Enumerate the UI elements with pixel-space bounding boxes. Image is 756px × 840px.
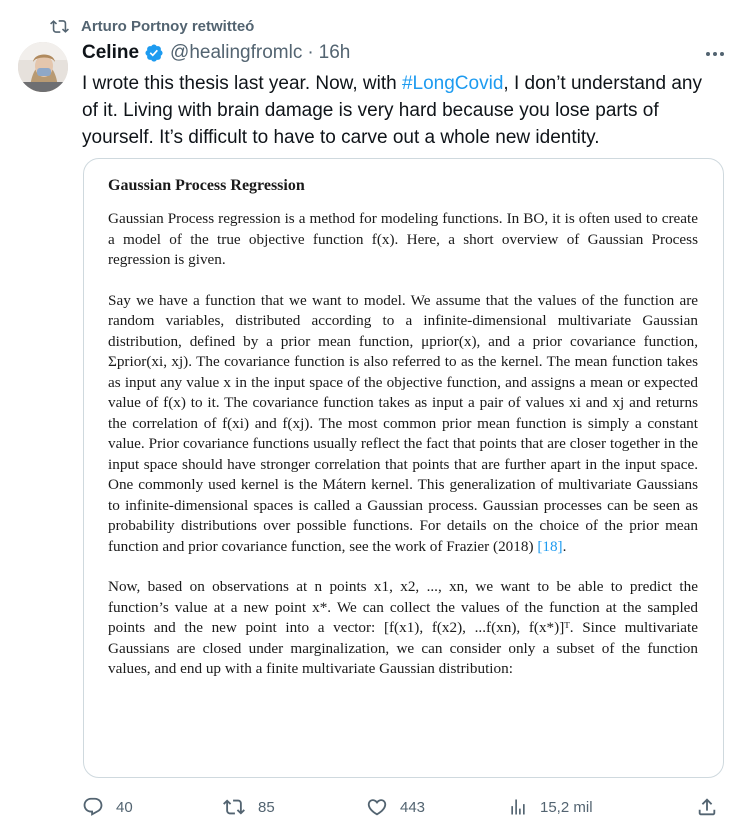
share-button[interactable] (696, 792, 730, 822)
author-name[interactable]: Celine (82, 42, 140, 63)
verified-badge-icon (144, 43, 164, 63)
tweet-text-before: I wrote this thesis last year. Now, with (82, 73, 402, 94)
heart-icon (366, 796, 400, 818)
views-count: 15,2 mil (540, 798, 593, 816)
retweet-icon (50, 17, 81, 36)
thesis-page (108, 175, 698, 700)
retweet-text: Arturo Portnoy retwitteó (81, 17, 255, 35)
paper-paragraph-2-text: Say we have a function that we want to model. We assume that the values of the function are random variables, distributed according to a infinite-dimensional multivariate Gaussian distribution, defined by a prior mean function, μprior(x), and a prior covariance function, Σprior(xi, xj). The covariance function is also referred to as the kernel. The mean function takes as input any value x in the input space of the objective function, and assigns a mean or expected value of f(x) to it. The covariance function takes as input a pair of values xi and xj and returns the correlation of f(xi) and f(xj). The most common prior mean function is simply a constant value. Prior covariance functions usually reflect the fact that points that are closer together in the input space should have stronger correlation that points that are further apart in the input space. One commonly used kernel is the Mátern kernel. This generalization of multivariate Gaussians to infinite-dimensional spaces is called a Gaussian process. Gaussian processes can be seen as probability distributions over possible functions. For details on the choice of the prior mean function and prior covariance function, see the work of Frazier (2018) (108, 291, 698, 555)
retweet-indicator[interactable] (50, 14, 254, 38)
paper-paragraph-2 (108, 291, 698, 558)
tweet-actions (82, 792, 722, 822)
hashtag-link[interactable]: #LongCovid (401, 73, 504, 94)
tweet-text-after: , I don’t understand any of it. Living with brain damage is very hard because you lose parts of yourself. It’s difficult to have to carve out a whole new identity. (82, 73, 702, 148)
views-chart-icon (508, 796, 540, 818)
avatar[interactable] (18, 42, 68, 92)
like-button[interactable] (366, 792, 425, 822)
paper-paragraph-1: Gaussian Process regression is a method for modeling functions. In BO, it is often used to create a model of the true objective function f(x). Here, a short overview of Gaussian Process regression is given. (108, 210, 698, 268)
author-handle[interactable]: @healingfromlc (170, 42, 303, 63)
tweet-timestamp[interactable]: 16h (318, 42, 351, 63)
citation-link[interactable]: [18] (537, 537, 563, 555)
retweet-button[interactable] (222, 792, 275, 822)
reply-button[interactable] (82, 792, 133, 822)
like-count: 443 (400, 798, 426, 816)
reply-count: 40 (116, 798, 133, 816)
retweet-count: 85 (258, 798, 275, 816)
tweet-header (82, 40, 350, 66)
separator-dot: · (307, 42, 314, 63)
tweet-text (82, 70, 722, 151)
more-options-button[interactable] (700, 42, 730, 66)
share-icon (696, 796, 730, 818)
more-horizontal-icon (705, 51, 725, 57)
paper-paragraph-2-end: . (562, 537, 567, 555)
paper-paragraph-3: Now, based on observations at n points x1, x2, ..., xn, we want to be able to predict the function’s value at a new point x*. We can collect the values of the function at the sampled points and the new point into a vector: [f(x1), f(x2), ...f(xn), f(x*)]ᵀ. Since multivariate Gaussians are closed under marginalization, we can consider only a subset of the function values, and end up with a finite multivariate Gaussian distribution: (108, 578, 698, 677)
paper-section-title: Gaussian Process Regression (108, 177, 305, 194)
views-button[interactable] (508, 792, 593, 822)
retweet-action-icon (222, 796, 258, 818)
reply-icon (82, 796, 116, 818)
tweet-media-image[interactable] (83, 158, 724, 778)
